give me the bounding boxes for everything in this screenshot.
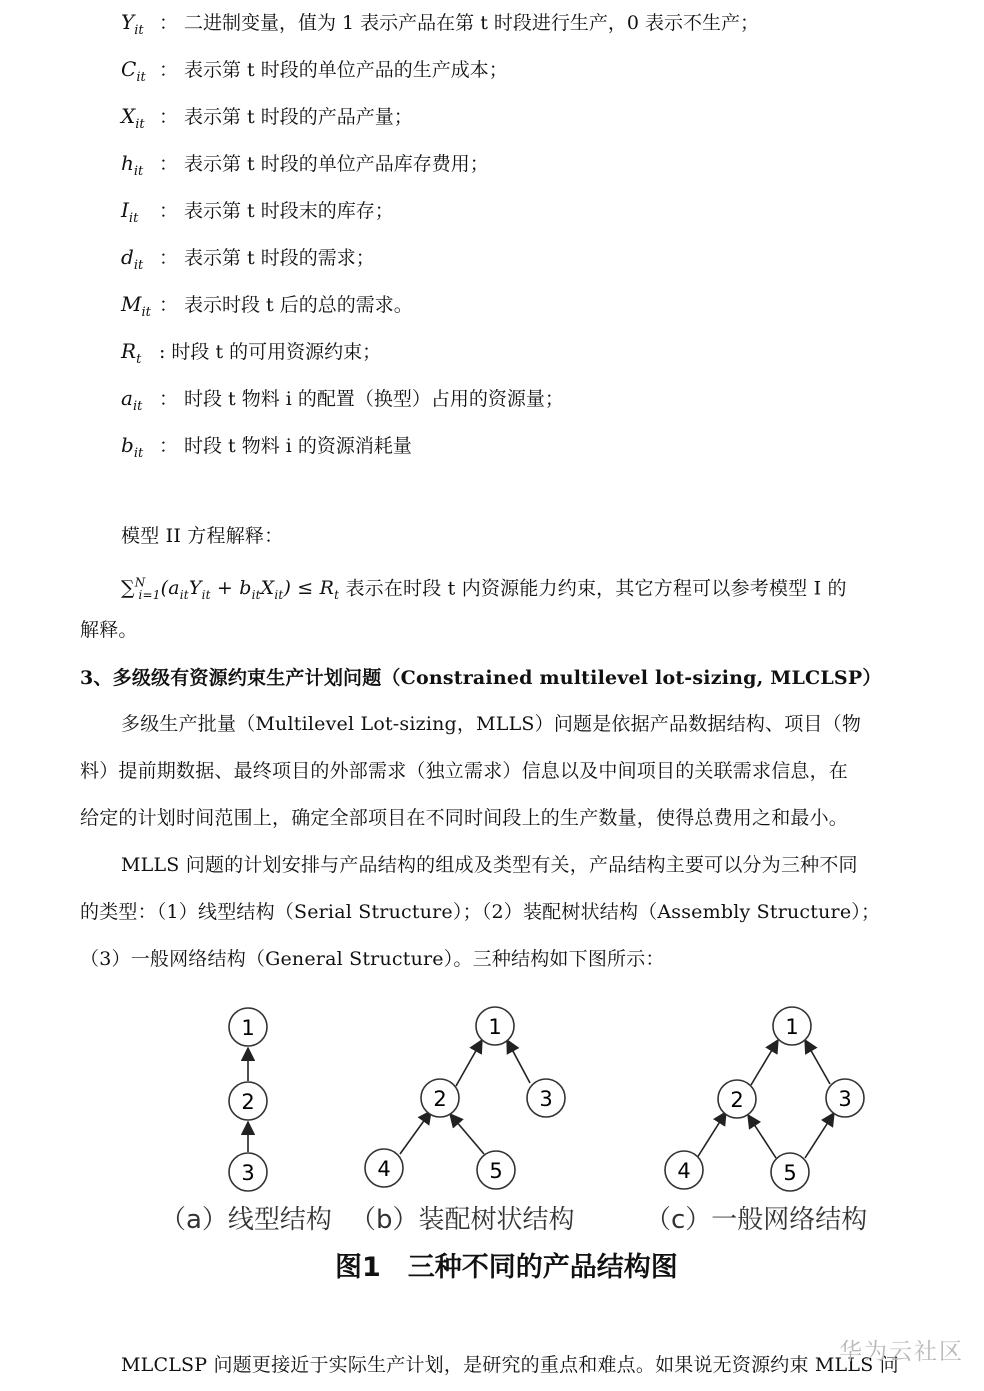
svg-text:2: 2 — [433, 1087, 447, 1111]
separator: ： — [159, 153, 179, 175]
separator: ： — [159, 388, 179, 410]
svg-text:2: 2 — [730, 1088, 744, 1112]
definition-row — [121, 333, 759, 380]
model2-text-wrap: 解释。 — [80, 619, 138, 641]
definition-text: 时段 t 的可用资源约束； — [171, 341, 382, 363]
edge-b-3-1 — [507, 1040, 530, 1083]
svg-text:5: 5 — [783, 1161, 797, 1185]
para2-line-2: 的类型：（1）线型结构（Serial Structure）；（2）装配树状结构（Assembly Structure）； — [80, 901, 881, 923]
edge-b-5-2 — [450, 1114, 484, 1154]
model2-title: 模型 II 方程解释： — [121, 525, 284, 547]
para2-line-1: MLLS 问题的计划安排与产品结构的组成及类型有关，产品结构主要可以分为三种不同 — [121, 854, 858, 876]
svg-text:4: 4 — [377, 1157, 391, 1181]
product-structure-figure — [150, 1000, 890, 1290]
svg-text:2: 2 — [241, 1090, 255, 1114]
para1-line-3: 给定的计划时间范围上，确定全部项目在不同时间段上的生产数量，使得总费用之和最小。 — [80, 807, 849, 829]
definition-row — [121, 239, 759, 286]
node-a-2 — [229, 1082, 267, 1120]
definition-text: 二进制变量，值为 1 表示产品在第 t 时段进行生产，0 表示不生产； — [184, 12, 760, 34]
node-c-1 — [773, 1007, 811, 1045]
node-c-5 — [771, 1153, 809, 1191]
svg-text:4: 4 — [677, 1159, 691, 1183]
separator: ： — [159, 12, 179, 34]
edge-c-4-2 — [697, 1112, 726, 1158]
separator: ： — [159, 106, 179, 128]
svg-text:1: 1 — [785, 1015, 799, 1039]
definition-row — [121, 192, 759, 239]
svg-text:5: 5 — [489, 1159, 503, 1183]
variable-symbol: $I_{it}$ — [121, 198, 139, 226]
caption-general: （c）一般网络结构 — [645, 1205, 868, 1235]
watermark: 华为云社区 — [839, 1339, 964, 1365]
definition-text: 表示第 t 时段的需求； — [184, 247, 375, 269]
variable-symbol: $b_{it}$ — [121, 433, 144, 461]
node-b-4 — [365, 1149, 403, 1187]
section-heading: 3、多级级有资源约束生产计划问题（Constrained multilevel lot-sizing, MLCLSP） — [80, 667, 882, 689]
variable-symbol: $a_{it}$ — [121, 386, 143, 414]
edge-b-4-2 — [400, 1111, 431, 1154]
edge-b-2-1 — [456, 1040, 482, 1086]
serial-structure-diagram — [229, 1008, 267, 1191]
definition-row — [121, 145, 759, 192]
definition-row — [121, 380, 759, 427]
general-structure-diagram — [665, 1007, 864, 1191]
svg-text:1: 1 — [241, 1016, 255, 1040]
node-a-1 — [229, 1008, 267, 1046]
definition-row — [121, 51, 759, 98]
node-c-2 — [718, 1080, 756, 1118]
para2-line-3: （3）一般网络结构（General Structure）。三种结构如下图所示： — [80, 948, 665, 970]
node-b-1 — [476, 1007, 514, 1045]
para1-line-2: 料）提前期数据、最终项目的外部需求（独立需求）信息以及中间项目的关联需求信息，在 — [80, 760, 849, 782]
variable-symbol: $h_{it}$ — [121, 151, 144, 179]
variable-symbol: $d_{it}$ — [121, 245, 144, 273]
figure-caption: 图1 三种不同的产品结构图 — [335, 1252, 678, 1283]
definition-text: 时段 t 物料 i 的配置（换型）占用的资源量； — [184, 388, 564, 410]
bottom-line: MLCLSP 问题更接近于实际生产计划，是研究的重点和难点。如果说无资源约束 MLLS 问 — [121, 1354, 899, 1376]
node-c-3 — [826, 1079, 864, 1117]
definition-row — [121, 98, 759, 145]
definition-text: 表示第 t 时段的产品产量； — [184, 106, 413, 128]
edge-c-5-2 — [748, 1115, 776, 1158]
resource-constraint-formula: $\sum^N_{i=1}(a_{it}Y_{it} + b_{it}X_{it}) \le R_t$ — [121, 576, 340, 603]
separator: : — [159, 341, 166, 363]
model2-formula-line — [121, 560, 847, 619]
variable-symbol: $Y_{it}$ — [121, 10, 144, 38]
definition-row — [121, 4, 759, 51]
node-b-5 — [477, 1151, 515, 1189]
svg-text:3: 3 — [241, 1161, 255, 1185]
edge-c-5-3 — [805, 1113, 834, 1158]
caption-assembly: （b）装配树状结构 — [350, 1205, 575, 1235]
node-b-2 — [421, 1079, 459, 1117]
svg-text:1: 1 — [488, 1015, 502, 1039]
definition-text: 表示时段 t 后的总的需求。 — [184, 294, 413, 316]
assembly-structure-diagram — [365, 1007, 565, 1189]
separator: ： — [159, 294, 179, 316]
variable-symbol: $R_t$ — [121, 339, 142, 367]
definition-text: 表示第 t 时段的单位产品的生产成本； — [184, 59, 508, 81]
definition-text: 表示第 t 时段末的库存； — [184, 200, 394, 222]
para1-line-1: 多级生产批量（Multilevel Lot-sizing，MLLS）问题是依据产品数据结构、项目（物 — [121, 713, 862, 735]
variable-symbol: $M_{it}$ — [121, 292, 151, 320]
edge-c-2-1 — [751, 1040, 778, 1085]
node-a-3 — [229, 1153, 267, 1191]
separator: ： — [159, 59, 179, 81]
separator: ： — [159, 247, 179, 269]
definition-text: 时段 t 物料 i 的资源消耗量 — [184, 435, 412, 457]
separator: ： — [159, 435, 179, 457]
model2-text: 表示在时段 t 内资源能力约束，其它方程可以参考模型 I 的 — [339, 577, 847, 600]
definition-text: 表示第 t 时段的单位产品库存费用； — [184, 153, 489, 175]
svg-text:3: 3 — [539, 1087, 553, 1111]
edge-c-3-1 — [805, 1040, 830, 1084]
variable-definitions — [121, 4, 759, 474]
caption-serial: （a）线型结构 — [160, 1205, 332, 1235]
variable-symbol: $X_{it}$ — [121, 104, 145, 132]
separator: ： — [159, 200, 179, 222]
definition-row — [121, 427, 759, 474]
definition-row — [121, 286, 759, 333]
node-b-3 — [527, 1079, 565, 1117]
svg-text:3: 3 — [838, 1087, 852, 1111]
node-c-4 — [665, 1151, 703, 1189]
variable-symbol: $C_{it}$ — [121, 57, 146, 85]
